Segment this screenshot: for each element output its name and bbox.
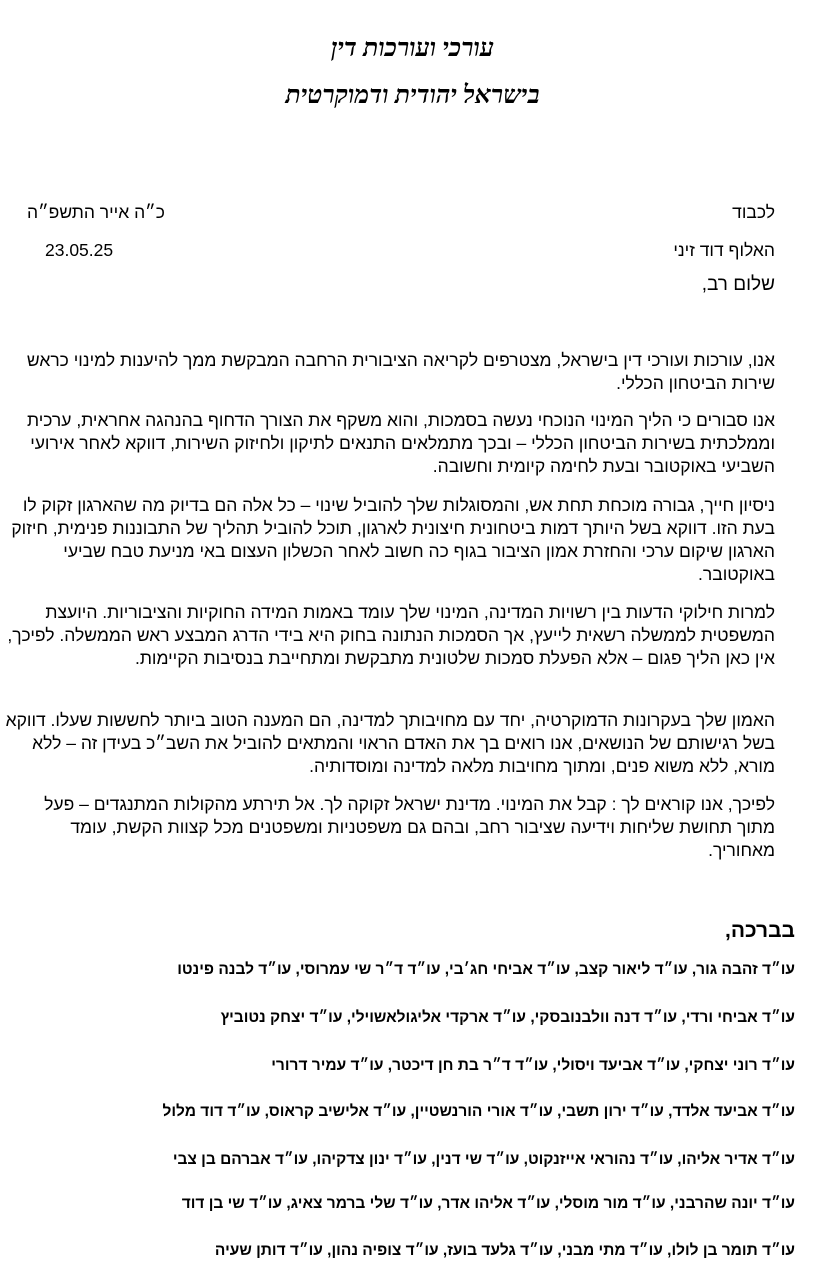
recipient-name: האלוף דוד זיני xyxy=(673,240,775,260)
paragraph-2: אנו סבורים כי הליך המינוי הנוכחי נעשה בסמכות, והוא משקף את הצורך הדחוף בהנהגה אחראית, ערכית וממלכתית בשירות הביטחון הכללי – ובכך מתמלאים התנאים לתיקון ולחיזוק השירות, דווקא לאחר אירועי השביעי באוקטובר ובעת לחימה קיומית וחשובה. xyxy=(26,410,775,476)
paragraph-1: אנו, עורכות ועורכי דין בישראל, מצטרפים לקריאה הציבורית הרחבה המבקשת ממך להיענות למינוי כראש שירות הביטחון הכללי. xyxy=(26,350,775,393)
signature-line: עו״ד זהבה גור, עו״ד ליאור קצב, עו״ד אביחי חג׳בי, עו״ד ד״ר שי עמרוסי, עו״ד לבנה פינטו xyxy=(177,961,795,978)
signature-line: עו״ד יונה שהרבני, עו״ד מור מוסלי, עו״ד אליהו אדר, עו״ד שלי ברמר צאיג, עו״ד שי בן דוד xyxy=(181,1195,795,1212)
greeting: שלום רב, xyxy=(701,274,775,295)
letterhead-subtitle: בישראל יהודית ודמוקרטית xyxy=(285,82,540,109)
signature-line: עו״ד רוני יצחקי, עו״ד אביעד ויסולי, עו״ד ד״ר בת חן דיכטר, עו״ד עמיר דרורי xyxy=(271,1057,795,1074)
signature-line: עו״ד אביחי ורדי, עו״ד דנה וולבנובסקי, עו״ד ארקדי אליגולאשוילי, עו״ד יצחק נטוביץ xyxy=(220,1009,795,1026)
to-label: לכבוד xyxy=(732,202,775,222)
paragraph-3: ניסיון חייך, גבורה מוכחת תחת אש, והמסוגלות שלך להוביל שינוי – כל אלה הם בדיוק מה שהארגון זקוק לו בעת הזו. דווקא בשל היותך דמות ביטחונית חיצונית לארגון, תוכל להוביל תהליך של התבוננות פנימית, חיזוק הארגון שיקום ערכי והחזרת אמון הציבור בגוף כה חשוב לאחר הכשלון העצום באי מניעת טבח שביעי באוקטובר. xyxy=(11,495,775,584)
paragraph-5: האמון שלך בעקרונות הדמוקרטיה, יחד עם מחויבותך למדינה, הם המענה הטוב ביותר לחששות שעלו. דווקא בשל רגישותם של הנושאים, אנו רואים בך את האדם הראוי והמתאים להוביל את השב״כ בעידן זה – ללא מורא, ללא משוא פנים, ומתוך מחויבות מלאה למדינה ומוסדותיה. xyxy=(5,710,775,776)
paragraph-6: לפיכך, אנו קוראים לך : קבל את המינוי. מדינת ישראל זקוקה לך. אל תירתע מהקולות המתנגדים – פעל מתוך תחושת שליחות וידיעה שציבור רחב, ובהם גם משפטניות ומשפטנים מכל קצוות הקשת, עומד מאחוריך. xyxy=(44,794,775,860)
letterhead-title: עורכי ועורכות דין xyxy=(330,35,495,62)
hebrew-date: כ״ה אייר התשפ״ה xyxy=(27,202,165,222)
gregorian-date: 23.05.25 xyxy=(45,240,114,260)
closing-blessing: בברכה, xyxy=(724,919,795,942)
paragraph-4: למרות חילוקי הדעות בין רשויות המדינה, המינוי שלך עומד באמות המידה החוקיות והציבוריות. היועצת המשפטית לממשלה רשאית לייעץ, אך הסמכות הנתונה בחוק היא בידי הדרג המבצע ראש הממשלה. לפיכך, אין כאן הליך פגום – אלא הפעלת סמכות שלטונית מתבקשת ומתחייבת בנסיבות הקיימות. xyxy=(7,602,775,668)
signature-line: עו״ד אביעד אלדד, עו״ד ירון תשבי, עו״ד אורי הורנשטיין, עו״ד אלישיב קראוס, עו״ד דוד מלול xyxy=(162,1103,795,1120)
signature-line: עו״ד תומר בן לולו, עו״ד מתי מבני, עו״ד גלעד בועז, עו״ד צופיה נהון, עו״ד דותן שעיה xyxy=(214,1242,795,1259)
signature-line: עו״ד אדיר אליהו, עו״ד נהוראי אייזנקוט, עו״ד שי דנין, עו״ד ינון צדקיהו, עו״ד אברהם בן צבי xyxy=(172,1151,795,1168)
